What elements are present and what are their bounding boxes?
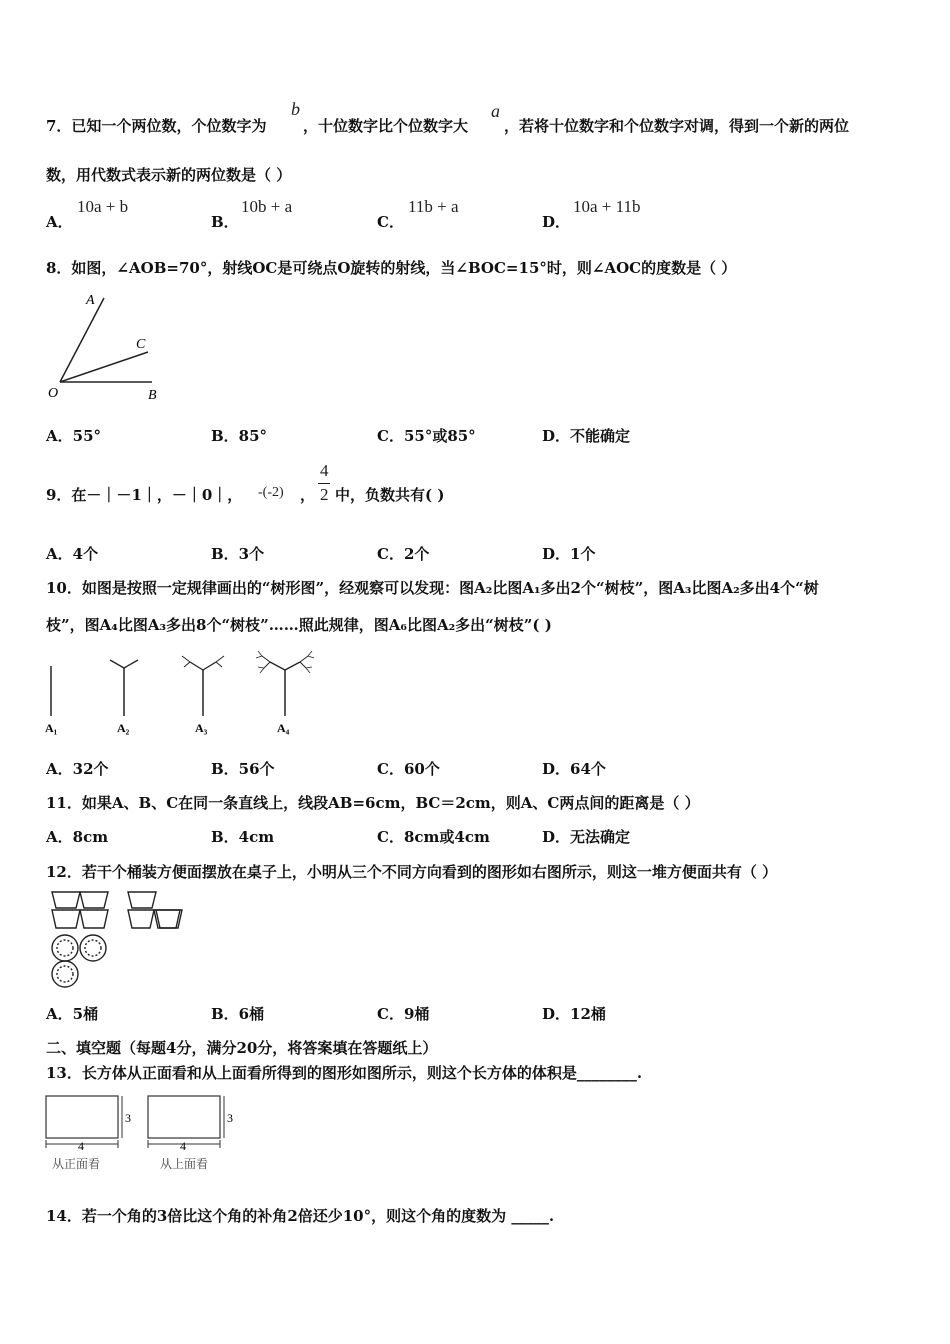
- q12-option-a: A．5桶: [46, 1005, 99, 1023]
- q11-option-c: C．8cm或4cm: [377, 828, 490, 846]
- q7-line2: 数，用代数式表示新的两位数是（ ）: [46, 166, 292, 184]
- fig1-width-label: 4: [78, 1139, 84, 1153]
- label-b: B: [148, 388, 157, 403]
- q9-frac-bar: [318, 483, 330, 484]
- q9-option-a: A．4个: [46, 545, 99, 563]
- q9-comma: ，: [300, 486, 316, 504]
- q7-var-b: b: [291, 99, 300, 119]
- q12-option-d: D．12桶: [542, 1005, 606, 1023]
- fig2-width-label: 4: [180, 1139, 186, 1153]
- q10-option-c: C．60个: [377, 760, 440, 778]
- q8-option-b: B．85°: [211, 427, 268, 445]
- q12-stem: 12．若干个桶装方便面摆放在桌子上，小明从三个不同方向看到的图形如右图所示，则这一堆方便面共有（ ）: [46, 863, 778, 881]
- tree-label-a3: A₃: [195, 721, 208, 735]
- q13-stem: 13．长方体从正面看和从上面看所得到的图形如图所示，则这个长方体的体积是________.: [46, 1064, 643, 1082]
- q9-part2: 中，负数共有( ): [335, 486, 445, 504]
- fig2-caption: 从上面看: [160, 1157, 209, 1171]
- q9-part1: 9．在－｜－1｜，－｜0｜，: [46, 486, 243, 504]
- q9-frac-num: 4: [320, 461, 329, 480]
- q10-line1: 10．如图是按照一定规律画出的“树形图”，经观察可以发现：图A₂比图A₁多出2个“树枝”，图A₃比图A₂多出4个“树: [46, 579, 819, 597]
- q7-var-a: a: [491, 101, 500, 121]
- q7-option-d-expr: 10a + 11b: [573, 197, 641, 216]
- q7-line1-part3: ，若将十位数字和个位数字对调，得到一个新的两位: [504, 117, 850, 135]
- q9-option-c: C．2个: [377, 545, 430, 563]
- q11-stem: 11．如果A、B、C在同一条直线上，线段AB=6cm，BC＝2cm，则A、C两点间的距离是（ ）: [46, 794, 700, 812]
- q9-expr1: -(-2): [258, 485, 284, 500]
- q7-option-c-expr: 11b + a: [408, 197, 459, 216]
- q7-line1-part2: ，十位数字比个位数字大: [303, 117, 469, 135]
- label-a: A: [86, 293, 95, 308]
- fig1-height-label: 3: [125, 1111, 131, 1125]
- label-c: C: [136, 337, 146, 352]
- q10-option-a: A．32个: [46, 760, 109, 778]
- q13-views-figure: [44, 1092, 254, 1177]
- q9-option-b: B．3个: [211, 545, 265, 563]
- q9-frac-den: 2: [320, 485, 329, 504]
- q10-line2: 枝”，图A₄比图A₃多出8个“树枝”……照此规律，图A₆比图A₂多出“树枝”( ): [46, 616, 552, 634]
- q9-option-d: D．1个: [542, 545, 596, 563]
- q8-option-a: A．55°: [46, 427, 102, 445]
- q8-option-c: C．55°或85°: [377, 427, 476, 445]
- label-o: O: [48, 386, 59, 401]
- q8-angle-figure: [44, 290, 174, 405]
- q11-option-d: D．无法确定: [542, 828, 631, 846]
- q7-option-b-label: B．: [211, 213, 239, 231]
- q12-option-b: B．6桶: [211, 1005, 265, 1023]
- tree-label-a4: A₄: [277, 721, 290, 735]
- q10-option-b: B．56个: [211, 760, 275, 778]
- section-2-heading: 二、填空题（每题4分，满分20分，将答案填在答题纸上）: [46, 1039, 438, 1057]
- q11-option-a: A．8cm: [46, 828, 109, 846]
- q8-option-d: D．不能确定: [542, 427, 631, 445]
- q7-option-c-label: C．: [377, 213, 404, 231]
- q7-option-a-expr: 10a + b: [77, 197, 129, 216]
- q7-line1-part1: 7．已知一个两位数，个位数字为: [46, 117, 267, 135]
- q12-bucket-views-figure: [48, 888, 198, 988]
- q14-stem: 14．若一个角的3倍比这个角的补角2倍还少10°，则这个角的度数为 _____.: [46, 1207, 555, 1225]
- fig2-height-label: 3: [227, 1111, 233, 1125]
- q10-tree-figure: [40, 648, 340, 738]
- q7-option-a-label: A．: [46, 213, 73, 231]
- tree-label-a1: A₁: [45, 721, 58, 735]
- tree-label-a2: A₂: [117, 721, 130, 735]
- fig1-caption: 从正面看: [52, 1157, 101, 1171]
- q12-option-c: C．9桶: [377, 1005, 430, 1023]
- q7-option-b-expr: 10b + a: [241, 197, 293, 216]
- q7-option-d-label: D．: [542, 213, 571, 231]
- q8-stem: 8．如图，∠AOB=70°，射线OC是可绕点O旋转的射线，当∠BOC=15°时，则∠AOC的度数是（ ）: [46, 259, 737, 277]
- q11-option-b: B．4cm: [211, 828, 275, 846]
- q10-option-d: D．64个: [542, 760, 606, 778]
